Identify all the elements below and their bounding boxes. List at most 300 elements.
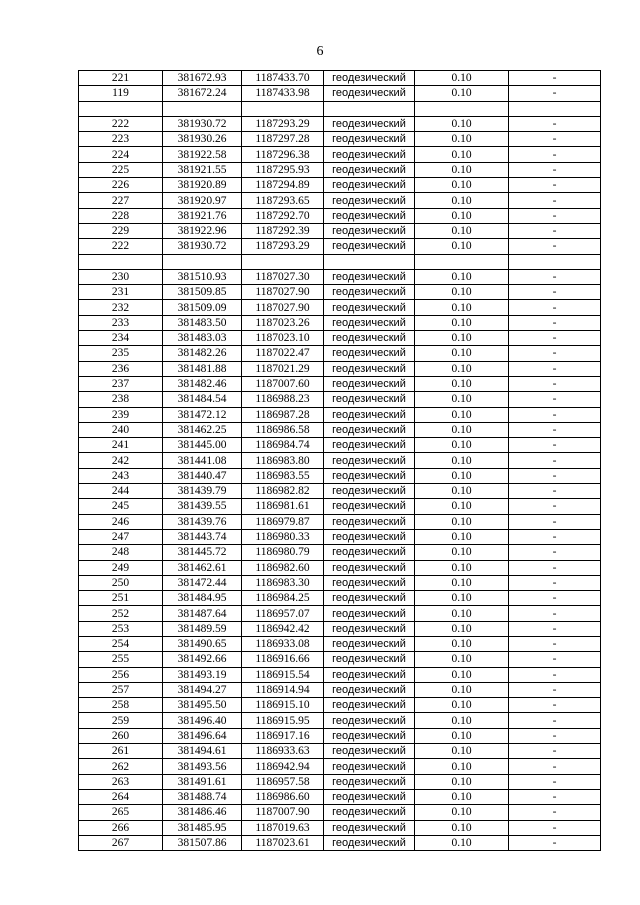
y-coordinate-cell: 1186916.66 xyxy=(242,652,324,667)
point-number-cell: 221 xyxy=(79,71,163,86)
coordinates-table xyxy=(78,70,601,851)
method-cell: геодезический xyxy=(324,514,415,529)
point-number-cell: 239 xyxy=(79,407,163,422)
table-row xyxy=(79,682,601,697)
page-number: 6 xyxy=(316,44,324,59)
accuracy-cell: 0.10 xyxy=(415,805,509,820)
method-cell: геодезический xyxy=(324,759,415,774)
description-cell: - xyxy=(509,239,601,254)
y-coordinate-cell: 1186982.82 xyxy=(242,484,324,499)
description-cell: - xyxy=(509,744,601,759)
description-cell: - xyxy=(509,162,601,177)
x-coordinate-cell: 381445.72 xyxy=(163,545,242,560)
method-cell: геодезический xyxy=(324,484,415,499)
x-coordinate-cell: 381494.61 xyxy=(163,744,242,759)
method-cell: геодезический xyxy=(324,147,415,162)
description-cell: - xyxy=(509,361,601,376)
x-coordinate-cell: 381922.96 xyxy=(163,223,242,238)
table-row xyxy=(79,606,601,621)
point-number-cell: 253 xyxy=(79,621,163,636)
y-coordinate-cell: 1186942.42 xyxy=(242,621,324,636)
y-coordinate-cell: 1187027.90 xyxy=(242,300,324,315)
method-cell: геодезический xyxy=(324,468,415,483)
x-coordinate-cell: 381672.24 xyxy=(163,86,242,101)
point-number-cell: 244 xyxy=(79,484,163,499)
accuracy-cell: 0.10 xyxy=(415,820,509,835)
x-coordinate-cell: 381482.26 xyxy=(163,346,242,361)
point-number-cell: 223 xyxy=(79,132,163,147)
x-coordinate-cell: 381486.46 xyxy=(163,805,242,820)
point-number-cell: 245 xyxy=(79,499,163,514)
y-coordinate-cell xyxy=(242,254,324,269)
description-cell: - xyxy=(509,484,601,499)
description-cell: - xyxy=(509,636,601,651)
y-coordinate-cell: 1187293.65 xyxy=(242,193,324,208)
method-cell: геодезический xyxy=(324,621,415,636)
y-coordinate-cell: 1186983.30 xyxy=(242,575,324,590)
table-row xyxy=(79,728,601,743)
point-number-cell: 259 xyxy=(79,713,163,728)
description-cell: - xyxy=(509,606,601,621)
x-coordinate-cell: 381439.79 xyxy=(163,484,242,499)
point-number-cell: 240 xyxy=(79,422,163,437)
y-coordinate-cell: 1187027.30 xyxy=(242,269,324,284)
accuracy-cell: 0.10 xyxy=(415,208,509,223)
description-cell: - xyxy=(509,438,601,453)
accuracy-cell: 0.10 xyxy=(415,116,509,131)
point-number-cell: 248 xyxy=(79,545,163,560)
method-cell: геодезический xyxy=(324,132,415,147)
point-number-cell: 264 xyxy=(79,789,163,804)
x-coordinate-cell xyxy=(163,254,242,269)
method-cell: геодезический xyxy=(324,667,415,682)
y-coordinate-cell: 1186979.87 xyxy=(242,514,324,529)
point-number-cell: 226 xyxy=(79,178,163,193)
method-cell: геодезический xyxy=(324,652,415,667)
x-coordinate-cell: 381507.86 xyxy=(163,835,242,850)
description-cell: - xyxy=(509,820,601,835)
method-cell: геодезический xyxy=(324,529,415,544)
point-number-cell: 238 xyxy=(79,392,163,407)
accuracy-cell: 0.10 xyxy=(415,315,509,330)
y-coordinate-cell: 1186983.55 xyxy=(242,468,324,483)
method-cell: геодезический xyxy=(324,223,415,238)
method-cell: геодезический xyxy=(324,116,415,131)
description-cell: - xyxy=(509,499,601,514)
y-coordinate-cell: 1187019.63 xyxy=(242,820,324,835)
description-cell: - xyxy=(509,575,601,590)
point-number-cell: 249 xyxy=(79,560,163,575)
description-cell: - xyxy=(509,331,601,346)
table-row xyxy=(79,744,601,759)
table-row xyxy=(79,545,601,560)
x-coordinate-cell: 381472.44 xyxy=(163,575,242,590)
x-coordinate-cell: 381495.50 xyxy=(163,698,242,713)
method-cell: геодезический xyxy=(324,698,415,713)
y-coordinate-cell: 1187292.70 xyxy=(242,208,324,223)
method-cell: геодезический xyxy=(324,407,415,422)
point-number-cell: 237 xyxy=(79,376,163,391)
x-coordinate-cell: 381510.93 xyxy=(163,269,242,284)
x-coordinate-cell: 381481.88 xyxy=(163,361,242,376)
accuracy-cell: 0.10 xyxy=(415,484,509,499)
table-row xyxy=(79,162,601,177)
table-row xyxy=(79,269,601,284)
point-number-cell: 256 xyxy=(79,667,163,682)
x-coordinate-cell: 381921.76 xyxy=(163,208,242,223)
x-coordinate-cell: 381491.61 xyxy=(163,774,242,789)
accuracy-cell: 0.10 xyxy=(415,606,509,621)
point-number-cell: 233 xyxy=(79,315,163,330)
method-cell: геодезический xyxy=(324,422,415,437)
accuracy-cell: 0.10 xyxy=(415,591,509,606)
accuracy-cell: 0.10 xyxy=(415,392,509,407)
accuracy-cell: 0.10 xyxy=(415,285,509,300)
method-cell: геодезический xyxy=(324,269,415,284)
description-cell: - xyxy=(509,223,601,238)
description-cell: - xyxy=(509,453,601,468)
accuracy-cell: 0.10 xyxy=(415,667,509,682)
method-cell: геодезический xyxy=(324,820,415,835)
point-number-cell xyxy=(79,101,163,116)
table-row xyxy=(79,407,601,422)
point-number-cell: 230 xyxy=(79,269,163,284)
y-coordinate-cell: 1186914.94 xyxy=(242,682,324,697)
y-coordinate-cell: 1187023.61 xyxy=(242,835,324,850)
accuracy-cell xyxy=(415,254,509,269)
x-coordinate-cell: 381483.03 xyxy=(163,331,242,346)
accuracy-cell: 0.10 xyxy=(415,300,509,315)
table-row xyxy=(79,193,601,208)
description-cell: - xyxy=(509,759,601,774)
y-coordinate-cell: 1186984.74 xyxy=(242,438,324,453)
point-number-cell: 232 xyxy=(79,300,163,315)
table-row xyxy=(79,591,601,606)
y-coordinate-cell: 1186957.58 xyxy=(242,774,324,789)
table-row xyxy=(79,514,601,529)
accuracy-cell: 0.10 xyxy=(415,514,509,529)
accuracy-cell: 0.10 xyxy=(415,728,509,743)
description-cell: - xyxy=(509,789,601,804)
y-coordinate-cell: 1186917.16 xyxy=(242,728,324,743)
description-cell: - xyxy=(509,86,601,101)
accuracy-cell: 0.10 xyxy=(415,132,509,147)
y-coordinate-cell: 1187023.26 xyxy=(242,315,324,330)
table-row xyxy=(79,529,601,544)
accuracy-cell: 0.10 xyxy=(415,438,509,453)
x-coordinate-cell: 381930.72 xyxy=(163,116,242,131)
accuracy-cell: 0.10 xyxy=(415,346,509,361)
table-row xyxy=(79,239,601,254)
table-row xyxy=(79,789,601,804)
y-coordinate-cell: 1186915.54 xyxy=(242,667,324,682)
y-coordinate-cell: 1187007.60 xyxy=(242,376,324,391)
method-cell: геодезический xyxy=(324,300,415,315)
coordinates-table-body xyxy=(79,71,601,851)
y-coordinate-cell: 1186980.33 xyxy=(242,529,324,544)
accuracy-cell: 0.10 xyxy=(415,560,509,575)
x-coordinate-cell: 381494.27 xyxy=(163,682,242,697)
description-cell: - xyxy=(509,422,601,437)
y-coordinate-cell: 1186983.80 xyxy=(242,453,324,468)
y-coordinate-cell: 1186986.60 xyxy=(242,789,324,804)
table-row xyxy=(79,300,601,315)
table-row xyxy=(79,667,601,682)
separator-row xyxy=(79,101,601,116)
description-cell: - xyxy=(509,376,601,391)
accuracy-cell: 0.10 xyxy=(415,774,509,789)
point-number-cell: 250 xyxy=(79,575,163,590)
method-cell: геодезический xyxy=(324,178,415,193)
method-cell: геодезический xyxy=(324,789,415,804)
method-cell: геодезический xyxy=(324,774,415,789)
description-cell: - xyxy=(509,835,601,850)
method-cell: геодезический xyxy=(324,376,415,391)
accuracy-cell: 0.10 xyxy=(415,621,509,636)
description-cell: - xyxy=(509,392,601,407)
accuracy-cell: 0.10 xyxy=(415,147,509,162)
table-row xyxy=(79,178,601,193)
table-row xyxy=(79,621,601,636)
description-cell: - xyxy=(509,468,601,483)
y-coordinate-cell: 1187433.70 xyxy=(242,71,324,86)
point-number-cell: 267 xyxy=(79,835,163,850)
description-cell: - xyxy=(509,545,601,560)
x-coordinate-cell: 381922.58 xyxy=(163,147,242,162)
y-coordinate-cell: 1187293.29 xyxy=(242,116,324,131)
accuracy-cell: 0.10 xyxy=(415,835,509,850)
x-coordinate-cell: 381445.00 xyxy=(163,438,242,453)
x-coordinate-cell: 381483.50 xyxy=(163,315,242,330)
table-row xyxy=(79,774,601,789)
x-coordinate-cell: 381920.89 xyxy=(163,178,242,193)
table-row xyxy=(79,331,601,346)
description-cell: - xyxy=(509,652,601,667)
method-cell xyxy=(324,101,415,116)
point-number-cell: 251 xyxy=(79,591,163,606)
method-cell: геодезический xyxy=(324,392,415,407)
y-coordinate-cell xyxy=(242,101,324,116)
point-number-cell: 247 xyxy=(79,529,163,544)
x-coordinate-cell: 381493.19 xyxy=(163,667,242,682)
table-row xyxy=(79,805,601,820)
x-coordinate-cell: 381439.55 xyxy=(163,499,242,514)
table-row xyxy=(79,453,601,468)
table-row xyxy=(79,575,601,590)
description-cell: - xyxy=(509,667,601,682)
point-number-cell: 236 xyxy=(79,361,163,376)
x-coordinate-cell: 381490.65 xyxy=(163,636,242,651)
x-coordinate-cell: 381441.08 xyxy=(163,453,242,468)
point-number-cell: 235 xyxy=(79,346,163,361)
x-coordinate-cell: 381439.76 xyxy=(163,514,242,529)
accuracy-cell: 0.10 xyxy=(415,361,509,376)
x-coordinate-cell: 381493.56 xyxy=(163,759,242,774)
accuracy-cell: 0.10 xyxy=(415,575,509,590)
accuracy-cell: 0.10 xyxy=(415,529,509,544)
accuracy-cell: 0.10 xyxy=(415,713,509,728)
point-number-cell: 222 xyxy=(79,116,163,131)
description-cell: - xyxy=(509,407,601,422)
y-coordinate-cell: 1187007.90 xyxy=(242,805,324,820)
y-coordinate-cell: 1186915.95 xyxy=(242,713,324,728)
point-number-cell: 266 xyxy=(79,820,163,835)
point-number-cell: 258 xyxy=(79,698,163,713)
table-row xyxy=(79,820,601,835)
point-number-cell: 222 xyxy=(79,239,163,254)
accuracy-cell: 0.10 xyxy=(415,86,509,101)
table-row xyxy=(79,285,601,300)
method-cell: геодезический xyxy=(324,744,415,759)
accuracy-cell: 0.10 xyxy=(415,193,509,208)
method-cell: геодезический xyxy=(324,453,415,468)
point-number-cell: 263 xyxy=(79,774,163,789)
table-row xyxy=(79,86,601,101)
table-row xyxy=(79,147,601,162)
x-coordinate-cell: 381509.09 xyxy=(163,300,242,315)
y-coordinate-cell: 1186980.79 xyxy=(242,545,324,560)
accuracy-cell: 0.10 xyxy=(415,759,509,774)
y-coordinate-cell: 1186986.58 xyxy=(242,422,324,437)
x-coordinate-cell: 381509.85 xyxy=(163,285,242,300)
method-cell: геодезический xyxy=(324,728,415,743)
table-row xyxy=(79,223,601,238)
y-coordinate-cell: 1186915.10 xyxy=(242,698,324,713)
point-number-cell: 257 xyxy=(79,682,163,697)
y-coordinate-cell: 1186942.94 xyxy=(242,759,324,774)
method-cell: геодезический xyxy=(324,636,415,651)
table-row xyxy=(79,132,601,147)
point-number-cell: 228 xyxy=(79,208,163,223)
x-coordinate-cell: 381440.47 xyxy=(163,468,242,483)
description-cell: - xyxy=(509,560,601,575)
description-cell xyxy=(509,101,601,116)
method-cell: геодезический xyxy=(324,713,415,728)
point-number-cell: 261 xyxy=(79,744,163,759)
description-cell: - xyxy=(509,116,601,131)
y-coordinate-cell: 1187292.39 xyxy=(242,223,324,238)
y-coordinate-cell: 1186981.61 xyxy=(242,499,324,514)
table-row xyxy=(79,422,601,437)
point-number-cell: 227 xyxy=(79,193,163,208)
point-number-cell: 234 xyxy=(79,331,163,346)
table-row xyxy=(79,71,601,86)
method-cell: геодезический xyxy=(324,315,415,330)
description-cell: - xyxy=(509,132,601,147)
point-number-cell: 252 xyxy=(79,606,163,621)
table-row xyxy=(79,484,601,499)
x-coordinate-cell: 381492.66 xyxy=(163,652,242,667)
y-coordinate-cell: 1186988.23 xyxy=(242,392,324,407)
description-cell: - xyxy=(509,178,601,193)
accuracy-cell xyxy=(415,101,509,116)
point-number-cell: 260 xyxy=(79,728,163,743)
table-row xyxy=(79,759,601,774)
description-cell: - xyxy=(509,682,601,697)
accuracy-cell: 0.10 xyxy=(415,545,509,560)
description-cell: - xyxy=(509,285,601,300)
point-number-cell: 255 xyxy=(79,652,163,667)
method-cell: геодезический xyxy=(324,361,415,376)
y-coordinate-cell: 1187433.98 xyxy=(242,86,324,101)
point-number-cell: 231 xyxy=(79,285,163,300)
method-cell: геодезический xyxy=(324,682,415,697)
table-row xyxy=(79,116,601,131)
description-cell: - xyxy=(509,529,601,544)
table-row xyxy=(79,376,601,391)
point-number-cell: 265 xyxy=(79,805,163,820)
point-number-cell: 225 xyxy=(79,162,163,177)
table-row xyxy=(79,438,601,453)
description-cell: - xyxy=(509,193,601,208)
method-cell: геодезический xyxy=(324,285,415,300)
method-cell: геодезический xyxy=(324,239,415,254)
description-cell: - xyxy=(509,713,601,728)
accuracy-cell: 0.10 xyxy=(415,407,509,422)
point-number-cell xyxy=(79,254,163,269)
description-cell: - xyxy=(509,774,601,789)
table-row xyxy=(79,698,601,713)
y-coordinate-cell: 1186957.07 xyxy=(242,606,324,621)
table-row xyxy=(79,392,601,407)
y-coordinate-cell: 1187021.29 xyxy=(242,361,324,376)
x-coordinate-cell: 381920.97 xyxy=(163,193,242,208)
accuracy-cell: 0.10 xyxy=(415,223,509,238)
table-row xyxy=(79,208,601,223)
description-cell: - xyxy=(509,208,601,223)
table-row xyxy=(79,346,601,361)
y-coordinate-cell: 1186933.63 xyxy=(242,744,324,759)
accuracy-cell: 0.10 xyxy=(415,376,509,391)
accuracy-cell: 0.10 xyxy=(415,682,509,697)
y-coordinate-cell: 1187022.47 xyxy=(242,346,324,361)
x-coordinate-cell: 381496.40 xyxy=(163,713,242,728)
method-cell: геодезический xyxy=(324,560,415,575)
method-cell: геодезический xyxy=(324,499,415,514)
accuracy-cell: 0.10 xyxy=(415,331,509,346)
method-cell: геодезический xyxy=(324,71,415,86)
x-coordinate-cell: 381930.72 xyxy=(163,239,242,254)
x-coordinate-cell xyxy=(163,101,242,116)
accuracy-cell: 0.10 xyxy=(415,71,509,86)
table-row xyxy=(79,652,601,667)
description-cell: - xyxy=(509,621,601,636)
x-coordinate-cell: 381472.12 xyxy=(163,407,242,422)
point-number-cell: 254 xyxy=(79,636,163,651)
x-coordinate-cell: 381921.55 xyxy=(163,162,242,177)
x-coordinate-cell: 381489.59 xyxy=(163,621,242,636)
description-cell: - xyxy=(509,728,601,743)
y-coordinate-cell: 1187296.38 xyxy=(242,147,324,162)
accuracy-cell: 0.10 xyxy=(415,636,509,651)
x-coordinate-cell: 381482.46 xyxy=(163,376,242,391)
accuracy-cell: 0.10 xyxy=(415,422,509,437)
accuracy-cell: 0.10 xyxy=(415,744,509,759)
point-number-cell: 224 xyxy=(79,147,163,162)
y-coordinate-cell: 1187023.10 xyxy=(242,331,324,346)
method-cell xyxy=(324,254,415,269)
separator-row xyxy=(79,254,601,269)
x-coordinate-cell: 381484.54 xyxy=(163,392,242,407)
point-number-cell: 243 xyxy=(79,468,163,483)
description-cell: - xyxy=(509,147,601,162)
y-coordinate-cell: 1186987.28 xyxy=(242,407,324,422)
method-cell: геодезический xyxy=(324,86,415,101)
description-cell: - xyxy=(509,300,601,315)
description-cell: - xyxy=(509,591,601,606)
accuracy-cell: 0.10 xyxy=(415,162,509,177)
x-coordinate-cell: 381488.74 xyxy=(163,789,242,804)
